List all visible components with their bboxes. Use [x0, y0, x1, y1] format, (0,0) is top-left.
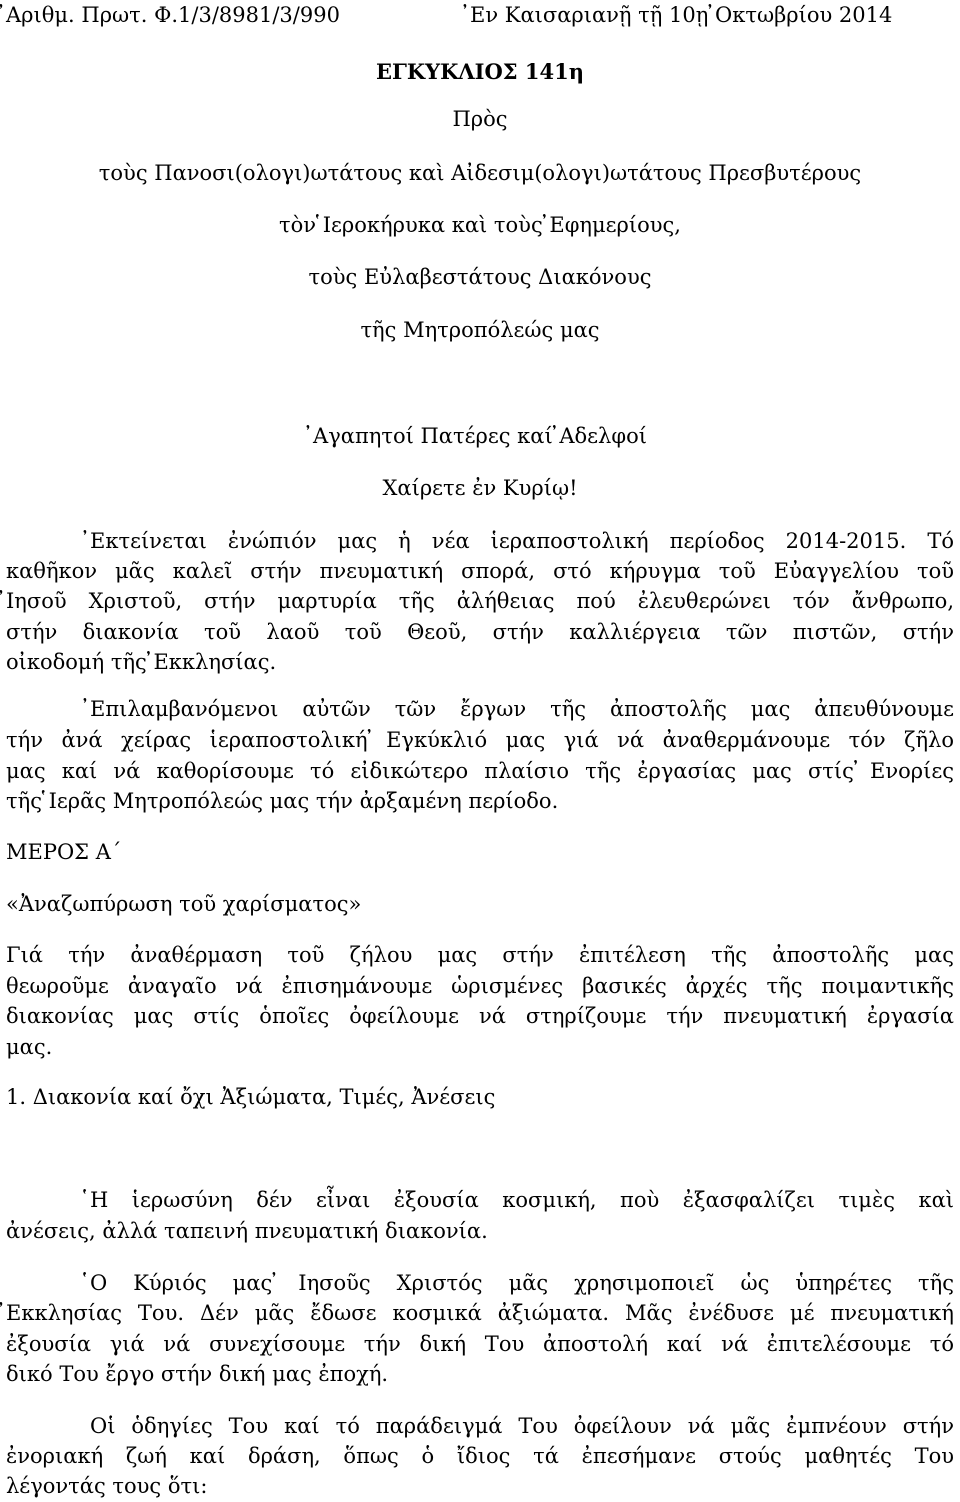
address-line: τὸν ̔Ιεροκήρυκα καὶ τοὺς ̓Εφημερίους, — [279, 213, 681, 237]
address-line: τοὺς Εὐλαβεστάτους Διακόνους — [308, 265, 652, 289]
encyclical-title: ΕΓΚΥΚΛΙΟΣ 141η — [375, 59, 585, 84]
paragraph-line: ἐνοριακή ζωή καί δράση, ὅπως ὁ ἴδιος τά ἐπεσήμανε στούς μαθητές Του — [6, 1444, 954, 1468]
place-date: ̓Εν Καισαριανῇ τῇ 10ῃ ̓Οκτωβρίου 2014 — [470, 3, 893, 27]
address-to: Πρὸς — [452, 107, 508, 131]
paragraph-line: ̓Εκτείνεται ἐνώπιόν μας ἡ νέα ἱεραποστολική περίοδος 2014-2015. Τό — [90, 529, 954, 553]
paragraph-line: λέγοντάς τους ὅτι: — [6, 1474, 208, 1498]
paragraph-line: οἰκοδομή τῆς ̓Εκκλησίας. — [6, 650, 277, 674]
paragraph-line: ̔Η ἱερωσύνη δέν εἶναι ἐξουσία κοσμική, ποὺ ἐξασφαλίζει τιμὲς καὶ — [90, 1188, 954, 1212]
paragraph-line: δικό Του ἔργο στήν δική μας ἐποχή. — [6, 1362, 389, 1386]
paragraph-line: ̓Εκκλησίας Του. Δέν μᾶς ἔδωσε κοσμικά ἀξιώματα. Μᾶς ἐνέδυσε μέ πνευματική — [6, 1301, 954, 1325]
paragraph-line: τῆς ̔Ιερᾶς Μητροπόλεώς μας τήν ἀρξαμένη περίοδο. — [6, 789, 559, 813]
address-line: τοὺς Πανοσι(ολογι)ωτάτους καὶ Αἰδεσιμ(ολογι)ωτάτους Πρεσβυτέρους — [98, 161, 862, 185]
blessing: Χαίρετε ἐν Κυρίῳ! — [382, 476, 578, 500]
paragraph-line: ̓Επιλαμβανόμενοι αὐτῶν τῶν ἔργων τῆς ἀποστολῆς μας ἀπευθύνουμε — [90, 697, 954, 721]
paragraph-line: διακονίας μας στίς ὁποῖες ὀφείλουμε νά στηρίζουμε τήν πνευματική ἐργασία — [6, 1004, 954, 1028]
salutation: ̓Αγαπητοί Πατέρες καί ̓Αδελφοί — [313, 424, 647, 448]
paragraph-line: Οἱ ὁδηγίες Του καί τό παράδειγμά Του ὀφείλουν νά μᾶς ἐμπνέουν στήν — [90, 1414, 954, 1438]
paragraph-line: Γιά τήν ἀναθέρμαση τοῦ ζήλου μας στήν ἐπιτέλεση τῆς ἀποστολῆς μας — [6, 943, 954, 967]
section-heading: 1. Διακονία καί ὄχι Ἀξιώματα, Τιμές, Ἀνέσεις — [6, 1085, 496, 1109]
paragraph-line: καθῆκον μᾶς καλεῖ στήν πνευματική σπορά, στό κήρυγμα τοῦ Εὐαγγελίου τοῦ — [6, 559, 954, 583]
paragraph-line: ̔Ο Κύριός μας ̓Ιησοῦς Χριστός μᾶς χρησιμοποιεῖ ὡς ὑπηρέτες τῆς — [90, 1271, 954, 1295]
address-line: τῆς Μητροπόλεώς μας — [360, 318, 600, 342]
part-heading: ΜΕΡΟΣ Α΄ — [6, 840, 122, 864]
paragraph-line: στήν διακονία τοῦ λαοῦ τοῦ Θεοῦ, στήν καλλιέργεια τῶν πιστῶν, στήν — [6, 620, 954, 644]
paragraph-line: ἀνέσεις, ἀλλά ταπεινή πνευματική διακονία. — [6, 1219, 488, 1243]
paragraph-line: μας. — [6, 1035, 53, 1059]
paragraph-line: τήν ἀνά χείρας ἱεραποστολική ̓Εγκύκλιό μας γιά νά ἀναθερμάνουμε τόν ζῆλο — [6, 728, 954, 752]
protocol-number: ̓Αριθμ. Πρωτ. Φ.1/3/8981/3/990 — [6, 3, 340, 27]
part-subtitle: «Ἀναζωπύρωση τοῦ χαρίσματος» — [6, 892, 362, 916]
paragraph-line: ἐξουσία γιά νά συνεχίσουμε τήν δική Του ἀποστολή καί νά ἐπιτελέσουμε τό — [6, 1332, 954, 1356]
paragraph-line: μας καί νά καθορίσουμε τό εἰδικώτερο πλαίσιο τῆς ἐργασίας μας στίς ̓Ενορίες — [6, 759, 954, 783]
paragraph-line: θεωροῦμε ἀναγαῖο νά ἐπισημάνουμε ὡρισμένες βασικές ἀρχές τῆς ποιμαντικῆς — [6, 974, 954, 998]
paragraph-line: ̓Ιησοῦ Χριστοῦ, στήν μαρτυρία τῆς ἀλήθειας πού ἐλευθερώνει τόν ἄνθρωπο, — [6, 589, 954, 613]
